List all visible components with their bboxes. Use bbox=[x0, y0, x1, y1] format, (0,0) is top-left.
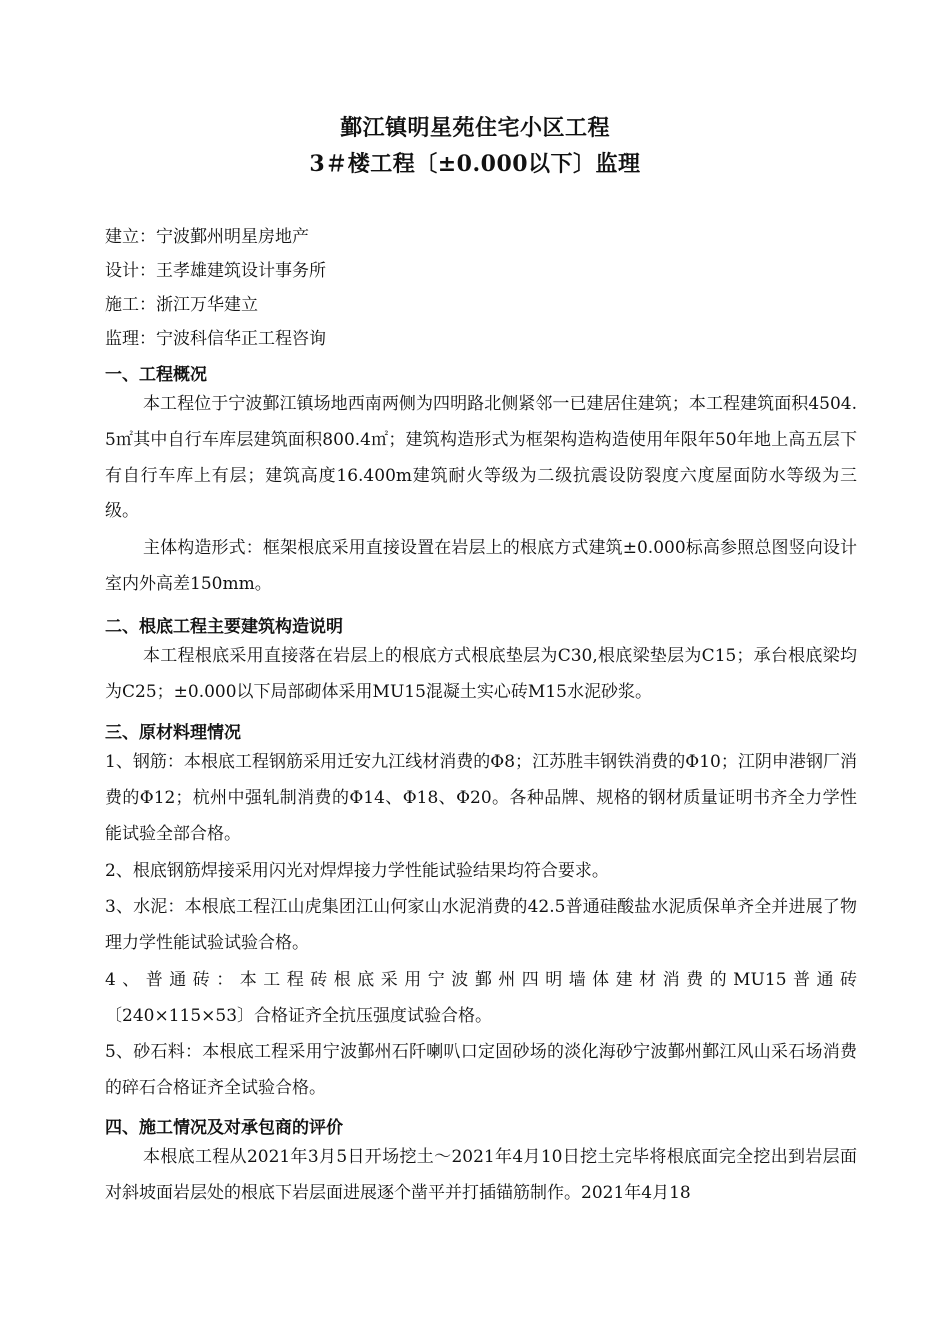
section-heading-foundation: 二、根底工程主要建筑构造说明 bbox=[105, 617, 343, 637]
paragraph-brick-line-1: 4、普通砖：本工程砖根底采用宁波鄞州四明墙体建材消费的MU15普通砖 bbox=[105, 970, 857, 990]
section-heading-overview: 一、工程概况 bbox=[105, 365, 207, 385]
paragraph-construction: 本根底工程从2021年3月5日开场挖土～2021年4月10日挖土完毕将根底面完全挖出到岩层面对斜坡面岩层处的根底下岩层面进展逐个凿平并打插锚筋制作。2021年4月18 bbox=[105, 1147, 857, 1203]
paragraph-foundation: 本工程根底采用直接落在岩层上的根底方式根底垫层为C30,根底梁垫层为C15；承台根底梁均为C25；±0.000以下局部砌体采用MU15混凝土实心砖M15水泥砂浆。 bbox=[105, 646, 857, 702]
party-supervisor: 监理：宁波科信华正工程咨询 bbox=[105, 329, 326, 349]
party-developer: 建立：宁波鄞州明星房地产 bbox=[105, 227, 309, 247]
paragraph-aggregate: 5、砂石料：本根底工程采用宁波鄞州石阡喇叭口定固砂场的淡化海砂宁波鄞州鄞江风山采石场消费的碎石合格证齐全试验合格。 bbox=[105, 1042, 857, 1098]
paragraph-steel: 1、钢筋：本根底工程钢筋采用迁安九江线材消费的Φ8；江苏胜丰钢铁消费的Φ10；江阴申港钢厂消费的Φ12；杭州中强轧制消费的Φ14、Φ18、Φ20。各种品牌、规格的钢材质量证明书齐全力学性能试验全部合格。 bbox=[105, 752, 857, 844]
paragraph-structure: 主体构造形式：框架根底采用直接设置在岩层上的根底方式建筑±0.000标高参照总图竖向设计室内外高差150mm。 bbox=[105, 538, 857, 594]
party-contractor: 施工：浙江万华建立 bbox=[105, 295, 258, 315]
paragraph-overview: 本工程位于宁波鄞江镇场地西南两侧为四明路北侧紧邻一已建居住建筑；本工程建筑面积4504.5㎡其中自行车库层建筑面积800.4㎡；建筑构造形式为框架构造构造使用年限年50年地上高五层下有自行车库上有层；建筑高度16.400m建筑耐火等级为二级抗震设防裂度六度屋面防水等级为三级。 bbox=[105, 394, 857, 522]
paragraph-welding: 2、根底钢筋焊接采用闪光对焊焊接力学性能试验结果均符合要求。 bbox=[105, 861, 609, 881]
section-heading-materials: 三、原材料理情况 bbox=[105, 723, 241, 743]
document-title-line-1: 鄞江镇明星苑住宅小区工程 bbox=[339, 115, 610, 141]
party-designer: 设计：王孝雄建筑设计事务所 bbox=[105, 261, 326, 281]
paragraph-cement: 3、水泥：本根底工程江山虎集团江山何家山水泥消费的42.5普通硅酸盐水泥质保单齐全并进展了物理力学性能试验试验合格。 bbox=[105, 897, 857, 953]
paragraph-brick-line-2: 〔240×115×53〕合格证齐全抗压强度试验合格。 bbox=[105, 1006, 493, 1026]
document-title-line-2: 3＃楼工程〔±0.000以下〕监理 bbox=[309, 151, 641, 177]
section-heading-construction: 四、施工情况及对承包商的评价 bbox=[105, 1118, 343, 1138]
